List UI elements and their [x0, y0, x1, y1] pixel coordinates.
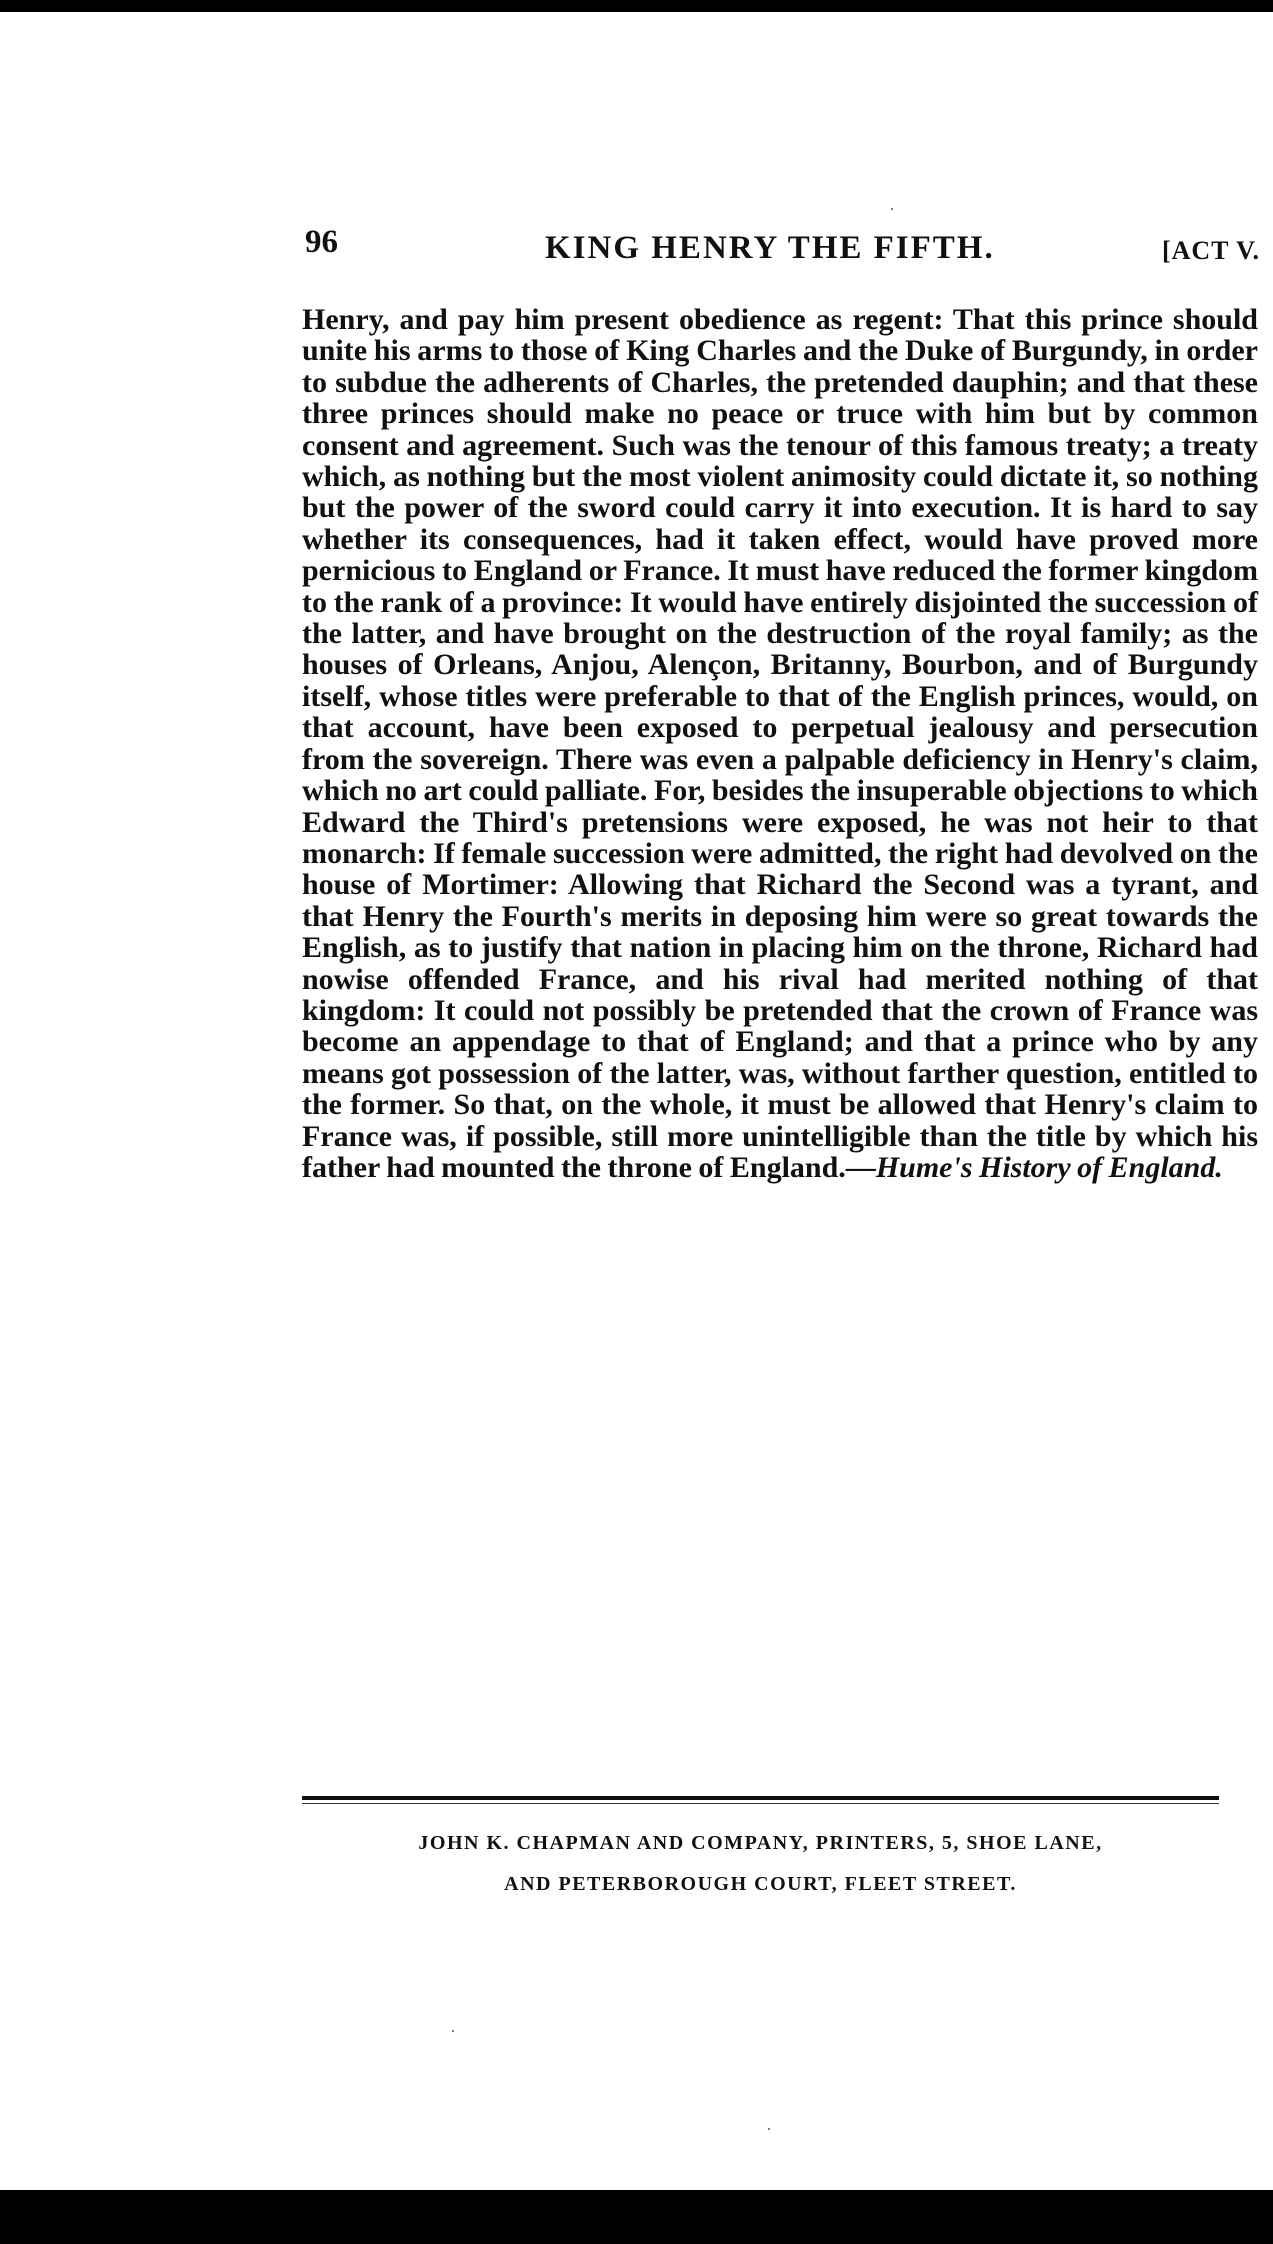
- printer-imprint-line-1: JOHN K. CHAPMAN AND COMPANY, PRINTERS, 5, SHOE LANE,: [418, 1832, 1103, 1854]
- scan-top-border: [0, 0, 1273, 12]
- imprint-rule-thin: [302, 1803, 1219, 1804]
- scan-speck: [452, 2030, 454, 2032]
- page-number: 96: [305, 224, 338, 260]
- printer-imprint-line-2: AND PETERBOROUGH COURT, FLEET STREET.: [504, 1873, 1017, 1895]
- body-text: Henry, and pay him present obedience as regent: That this prince should unite his arms to those of King Charles and the Duke of Burgundy, in order to subdue the adherents of Charles, the pretended dauphin; and that these three princes should make no peace or truce with him but by common consent and agreement. Such was the tenour of this famous treaty; a treaty which, as nothing but the most violent animosity could dictate it, so nothing but the power of the sword could carry it into execution. It is hard to say whether its consequences, had it taken effect, would have proved more pernicious to England or France. It must have reduced the former kingdom to the rank of a province: It would have entirely disjointed the succession of the latter, and have brought on the destruction of the royal family; as the houses of Orleans, Anjou, Alençon, Britanny, Bourbon, and of Burgundy itself, whose titles were preferable to that of the English princes, would, on that account, have been exposed to perpetual jealousy and persecution from the sovereign. There was even a palpable deficiency in Henry's claim, which no art could palliate. For, besides the insuperable objections to which Edward the Third's pretensions were exposed, he was not heir to that monarch: If female succession were admitted, the right had devolved on the house of Mortimer: Allowing that Richard the Second was a tyrant, and that Henry the Fourth's merits in deposing him were so great towards the English, as to justify that nation in placing him on the throne, Richard had nowise offended France, and his rival had merited nothing of that kingdom: It could not possibly be pretended that the crown of France was become an appendage to that of England; and that a prince who by any means got possession of the latter, was, without farther question, entitled to the former. So that, on the whole, it must be allowed that Henry's claim to France was, if possible, still more unintelligible than the title by which his father had mounted the throne of England.—: [302, 303, 1258, 1184]
- scan-speck: [768, 2128, 770, 2130]
- imprint-rule: [302, 1796, 1219, 1800]
- body-paragraph: [302, 304, 1258, 1183]
- running-title: KING HENRY THE FIFTH.: [545, 230, 995, 266]
- scan-bottom-border: [0, 2190, 1273, 2244]
- scan-speck: [891, 208, 893, 210]
- citation: Hume's History of England.: [875, 1150, 1223, 1184]
- running-head: [305, 222, 1260, 272]
- act-marker: [ACT V.: [1161, 236, 1260, 265]
